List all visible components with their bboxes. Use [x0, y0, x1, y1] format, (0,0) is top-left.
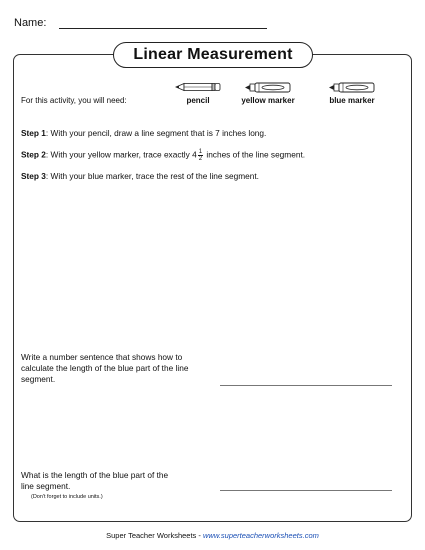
step-text: inches of the line segment.	[204, 149, 306, 160]
name-row	[14, 17, 46, 29]
name-input-line[interactable]	[59, 28, 267, 29]
footer-brand: Super Teacher Worksheets -	[106, 531, 203, 540]
step-text: : With your yellow marker, trace exactly	[45, 149, 193, 160]
tool-pencil	[170, 82, 226, 105]
tool-blue-marker	[323, 82, 381, 105]
step-3	[21, 171, 259, 181]
name-label: Name:	[14, 17, 47, 29]
tool-label: pencil	[186, 96, 210, 105]
step-label: Step 2	[21, 149, 46, 160]
step-text: : With your blue marker, trace the rest of the line segment.	[45, 171, 259, 181]
marker-icon	[328, 82, 376, 93]
question-text: What is the length of the blue part of the line segment.	[21, 470, 169, 491]
answer-line-length[interactable]	[220, 490, 392, 491]
tool-label: blue marker	[329, 96, 375, 105]
worksheet-frame	[13, 54, 412, 522]
step-label: Step 1	[21, 128, 46, 138]
fraction	[198, 149, 203, 162]
footer-link[interactable]: www.superteacherworksheets.com	[202, 531, 319, 540]
footer	[0, 531, 425, 540]
fraction-denominator: 2	[198, 156, 203, 162]
materials-intro: For this activity, you will need:	[21, 96, 127, 105]
page-title: Linear Measurement	[113, 42, 313, 68]
step-2	[21, 149, 305, 162]
mixed-number-whole: 4	[192, 149, 197, 160]
step-text: : With your pencil, draw a line segment that is 7 inches long.	[45, 128, 267, 138]
question-length	[21, 470, 171, 503]
units-note: (Don't forget to include units.)	[31, 494, 103, 500]
question-number-sentence: Write a number sentence that shows how to calculate the length of the blue part of the line segment.	[21, 352, 189, 384]
tool-yellow-marker	[236, 82, 300, 105]
step-label: Step 3	[21, 171, 46, 181]
fraction-numerator: 1	[198, 149, 203, 155]
tool-label: yellow marker	[241, 96, 295, 105]
step-1	[21, 128, 266, 138]
answer-line-number-sentence[interactable]	[220, 385, 392, 386]
marker-icon	[244, 82, 292, 93]
pencil-icon	[175, 82, 221, 92]
